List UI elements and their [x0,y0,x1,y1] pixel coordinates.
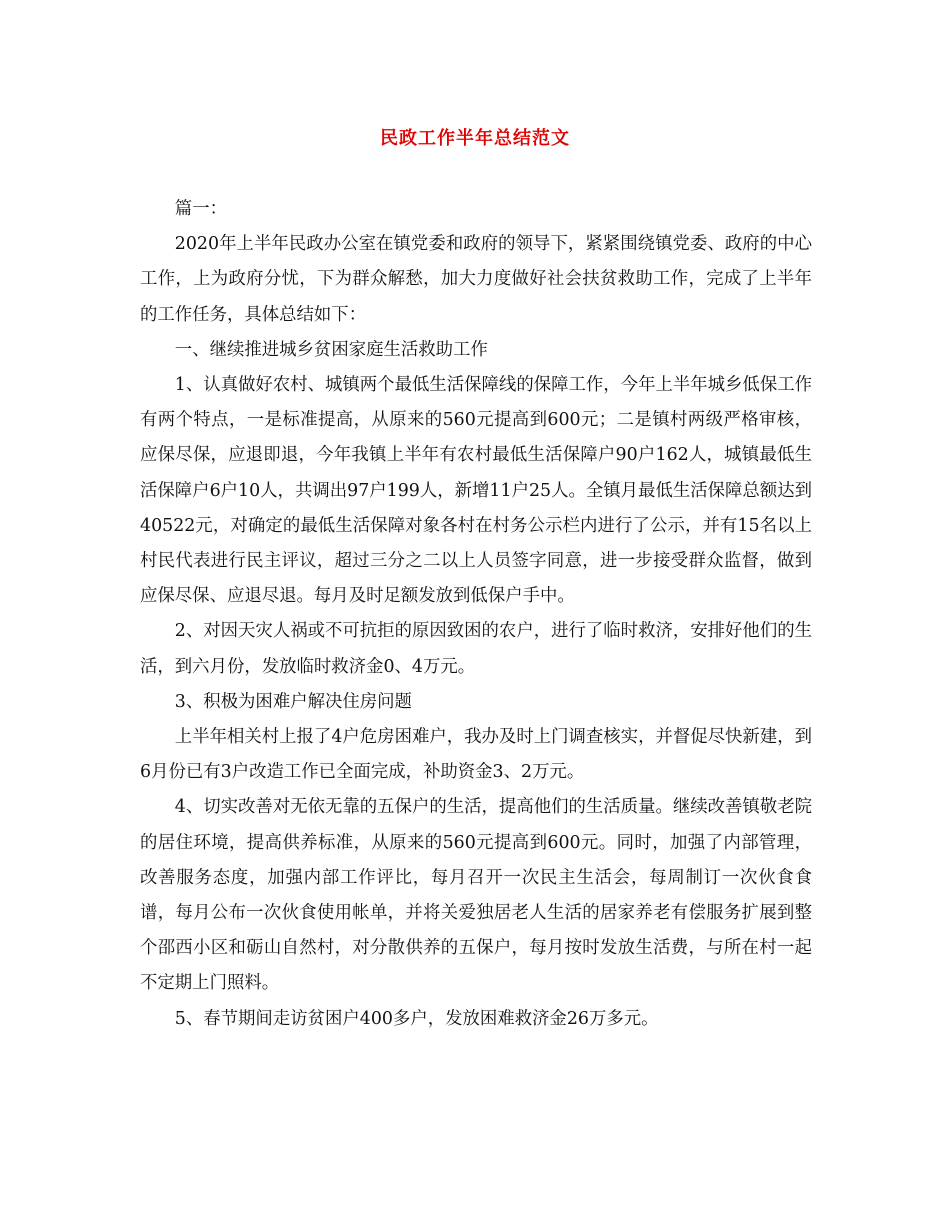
intro-paragraph: 2020年上半年民政办公室在镇党委和政府的领导下，紧紧围绕镇党委、政府的中心工作，上为政府分忧，下为群众解愁，加大力度做好社会扶贫救助工作，完成了上半年的工作任务，具体总结如下： [140,234,812,325]
paragraph-item-3-heading: 3、积极为困难户解决住房问题 [174,691,412,712]
paragraph-item-4: 4、切实改善对无依无靠的五保户的生活，提高他们的生活质量。继续改善镇敬老院的居住环境，提高供养标准，从原来的560元提高到600元。同时，加强了内部管理，改善服务态度，加强内部工作评比，每月召开一次民主生活会，每周制订一次伙食食谱，每月公布一次伙食使用帐单，并将关爱独居老人生活的居家养老有偿服务扩展到整个邵西小区和砺山自然村，对分散供养的五保户，每月按时发放生活费，与所在村一起不定期上门照料。 [140,797,812,994]
document-title: 民政工作半年总结范文 [380,128,570,149]
section-label: 篇一： [174,199,227,219]
paragraph-item-1: 1、认真做好农村、城镇两个最低生活保障线的保障工作，今年上半年城乡低保工作有两个特点，一是标准提高，从原来的560元提高到600元；二是镇村两级严格审核，应保尽保，应退即退，今年我镇上半年有农村最低生活保障户90户162人，城镇最低生活保障户6户10人，共调出97户199人，新增11户25人。全镇月最低生活保障总额达到40522元，对确定的最低生活保障对象各村在村务公示栏内进行了公示，并有15名以上村民代表进行民主评议，超过三分之二以上人员签字同意，进一步接受群众监督，做到应保尽保、应退尽退。每月及时足额发放到低保户手中。 [140,375,812,607]
document-body [140,192,812,1037]
paragraph-item-3-body: 上半年相关村上报了4户危房困难户，我办及时上门调查核实，并督促尽快新建，到6月份已有3户改造工作已全面完成，补助资金3、2万元。 [140,727,812,783]
paragraph-item-5: 5、春节期间走访贫困户400多户，发放困难救济金26万多元。 [174,1008,659,1029]
section-heading: 一、继续推进城乡贫困家庭生活救助工作 [174,339,488,360]
paragraph-item-2: 2、对因天灾人祸或不可抗拒的原因致困的农户，进行了临时救济，安排好他们的生活，到六月份，发放临时救济金0、4万元。 [140,621,812,677]
